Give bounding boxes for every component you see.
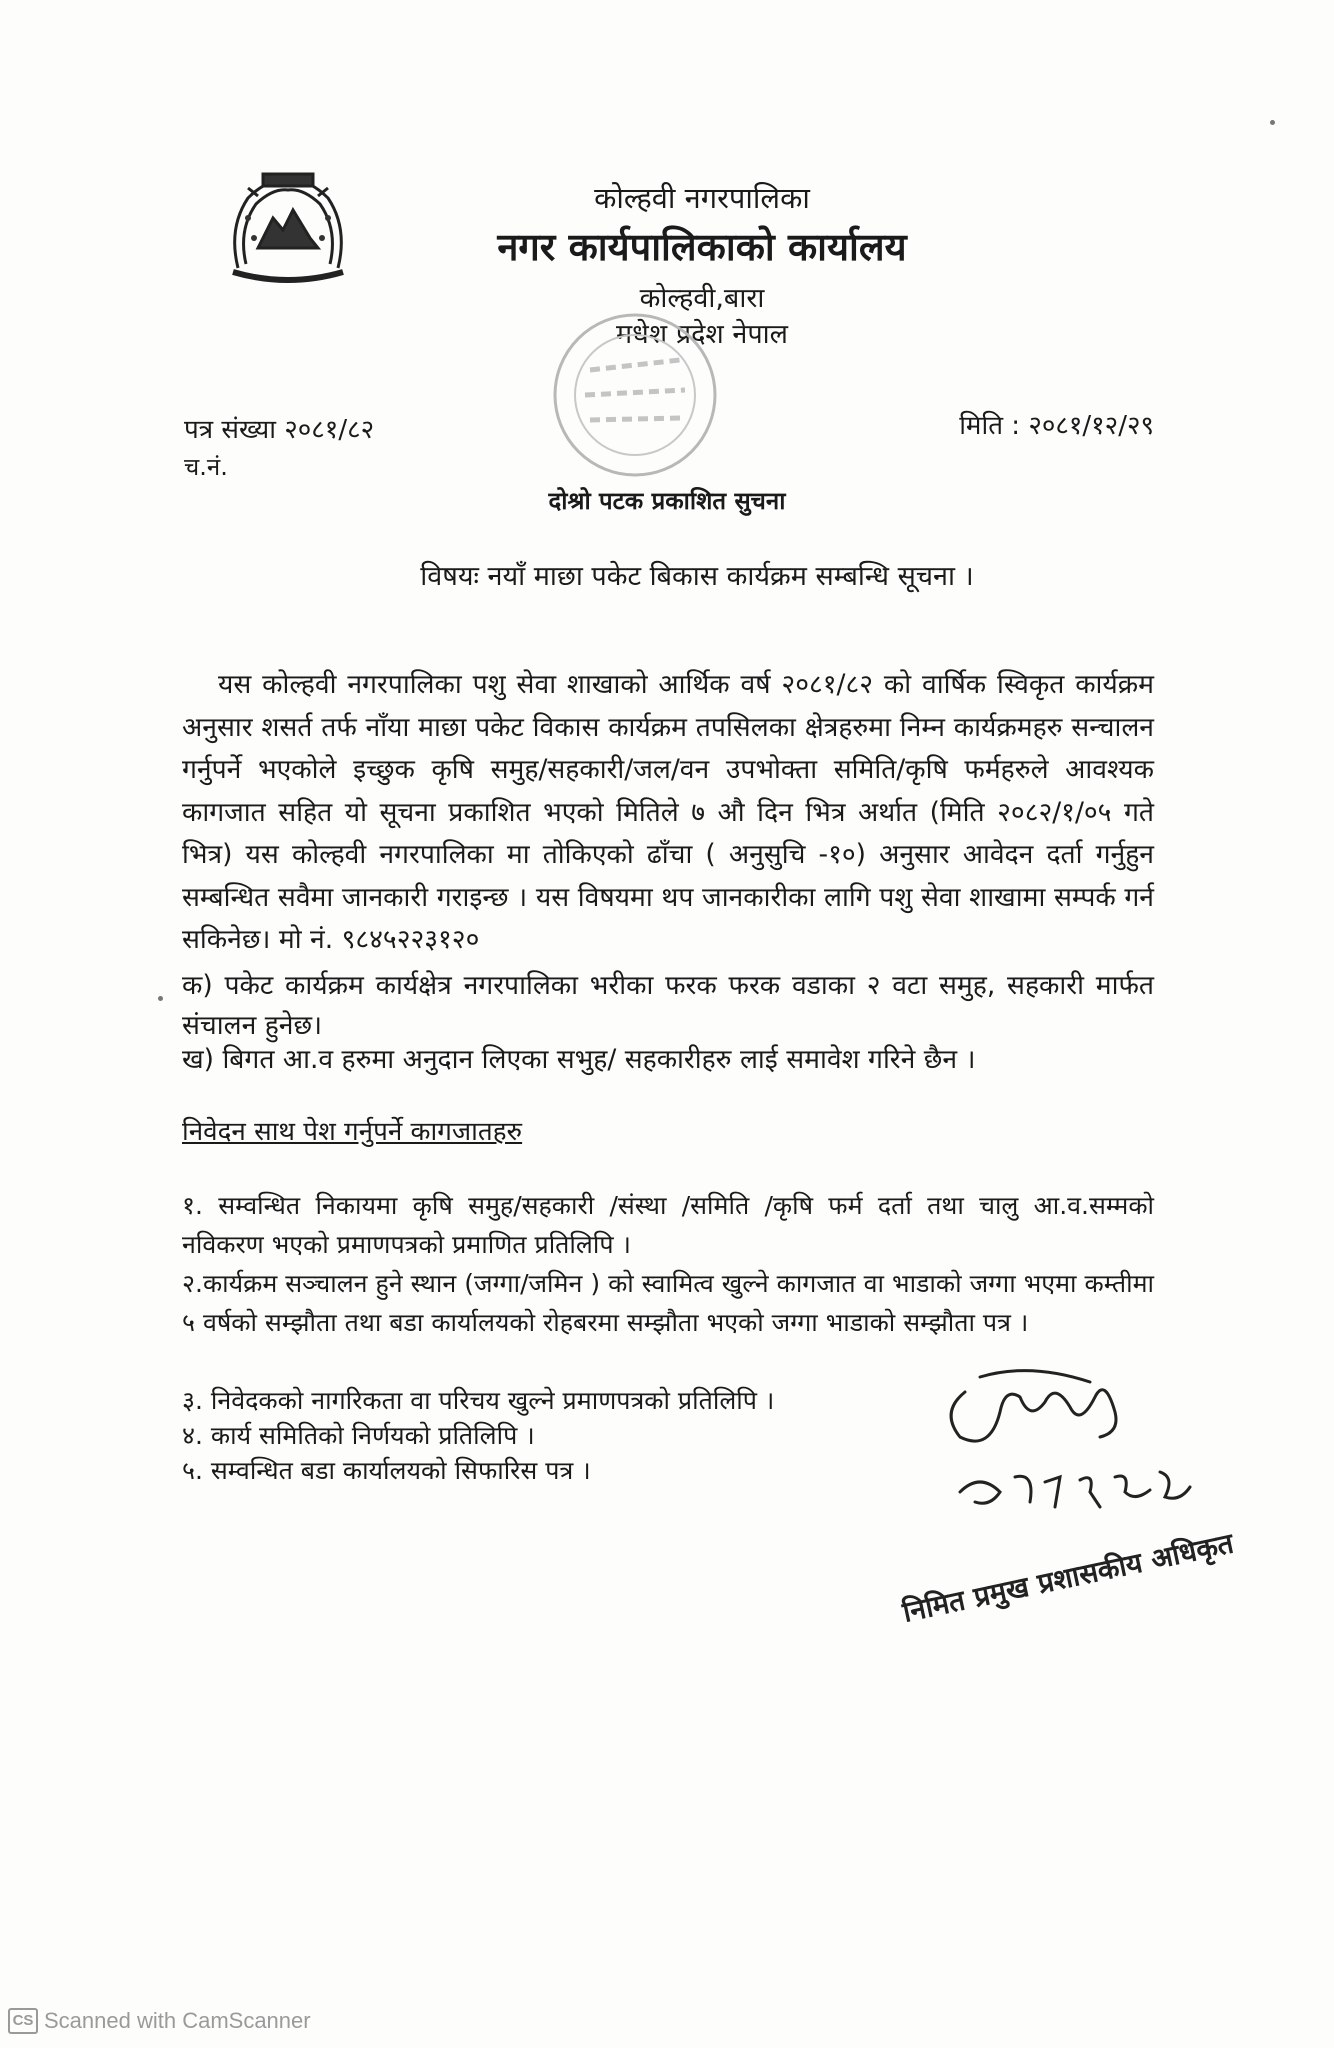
scanner-text: Scanned with CamScanner: [44, 2008, 311, 2033]
letter-date: मिति : २०८१/१२/२९: [959, 411, 1154, 441]
scan-speck: [1270, 120, 1275, 125]
document-item-4: ४. कार्य समितिको निर्णयको प्रतिलिपि ।: [182, 1421, 535, 1450]
municipality-name: कोल्हवी नगरपालिका: [594, 181, 810, 215]
letter-number: पत्र संख्या २०८१/८२: [184, 415, 375, 445]
handwritten-signature: [899, 1352, 1237, 1629]
dispatch-number: च.नं.: [184, 453, 228, 481]
office-name: नगर कार्यपालिकाको कार्यालय: [497, 225, 907, 269]
camscanner-icon: CS: [8, 2008, 38, 2034]
notice-body: यस कोल्हवी नगरपालिका पशु सेवा शाखाको आर्थिक वर्ष २०८१/८२ को वार्षिक स्विकृत कार्यक्रम अनुसार शसर्त तर्फ नाँया माछा पकेट विकास कार्यक्रम तपसिलका क्षेत्रहरुमा निम्न कार्यक्रमहरु सन्चालन गर्नुपर्ने भएकोले इच्छुक कृषि समुह/सहकारी/जल/वन उपभोक्ता समिति/कृषि फर्महरुले आवश्यक कागजात सहित यो सूचना प्रकाशित भएको मितिले ७ औ दिन भित्र अर्थात (मिति २०८२/१/०५ गते भित्र) यस कोल्हवी नगरपालिका मा तोकिएको ढाँचा ( अनुसुचि -१०) अनुसार आवेदन दर्ता गर्नुहुन सम्बन्धित सवैमा जानकारी गराइन्छ । यस विषयमा थप जानकारीका लागि पशु सेवा शाखामा सम्पर्क गर्न सकिनेछ। मो नं. ९८४५२२३१२०: [182, 669, 1154, 955]
point-ka: क) पकेट कार्यक्रम कार्यक्षेत्र नगरपालिका भरीका फरक फरक वडाका २ वटा समुह, सहकारी मार्फत संचालन हुनेछ।: [182, 970, 1154, 1041]
document-item-5: ५. सम्वन्धित बडा कार्यालयको सिफारिस पत्र ।: [182, 1456, 591, 1485]
document-item-1: १. सम्वन्धित निकायमा कृषि समुह/सहकारी /संस्था /समिति /कृषि फर्म दर्ता तथा चालु आ.व.सम्मको नविकरण भएको प्रमाणपत्रको प्रमाणित प्रतिलिपि ।: [182, 1191, 1154, 1259]
notice-subject: विषयः नयाँ माछा पकेट बिकास कार्यक्रम सम्बन्धि सूचना ।: [420, 561, 974, 592]
signature-title: निमित प्रमुख प्रशासकीय अधिकृत: [899, 1526, 1237, 1629]
office-location: कोल्हवी,बारा: [639, 283, 765, 314]
document-item-2: २.कार्यक्रम सञ्चालन हुने स्थान (जग्गा/जमिन ) को स्वामित्व खुल्ने कागजात वा भाडाको जग्गा भएमा कम्तीमा ५ वर्षको सम्झौता तथा बडा कार्यालयको रोहबरमा सम्झौता भएको जग्गा भाडाको सम्झौता पत्र ।: [182, 1269, 1154, 1337]
point-kha: ख) बिगत आ.व हरुमा अनुदान लिएका सभुह/ सहकारीहरु लाई समावेश गरिने छैन ।: [182, 1044, 976, 1075]
document-item-3: ३. निवेदकको नागरिकता वा परिचय खुल्ने प्रमाणपत्रको प्रतिलिपि ।: [182, 1386, 775, 1415]
documents-heading: निवेदन साथ पेश गर्नुपर्ने कागजातहरु: [182, 1117, 523, 1147]
office-stamp: [530, 300, 740, 480]
notice-type: दोश्रो पटक प्रकाशित सुचना: [548, 487, 786, 515]
office-province: मधेश प्रदेश नेपाल: [616, 319, 788, 350]
scan-speck: [158, 996, 163, 1001]
scanner-watermark: [8, 2008, 311, 2034]
